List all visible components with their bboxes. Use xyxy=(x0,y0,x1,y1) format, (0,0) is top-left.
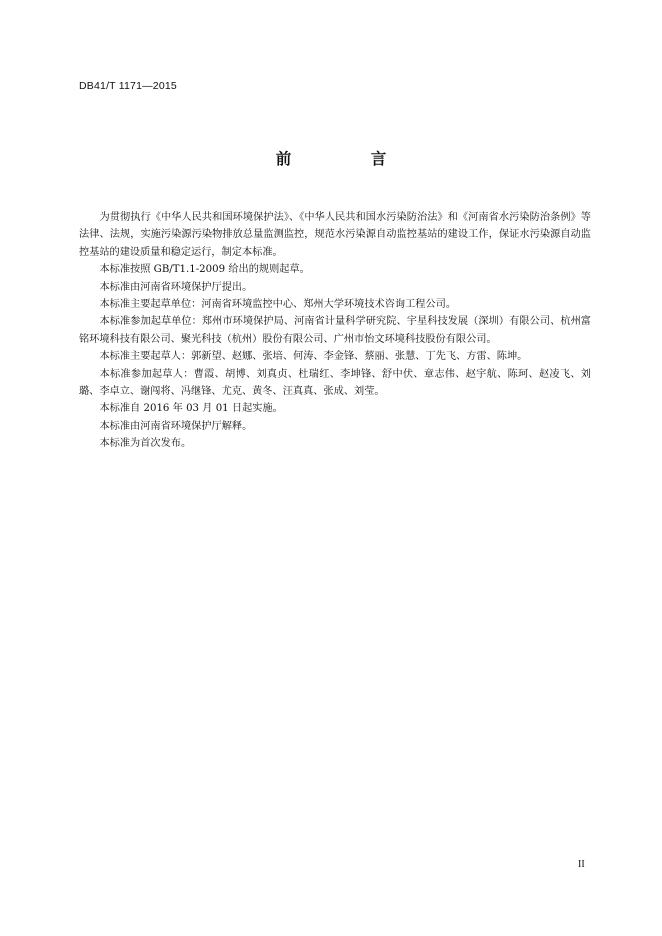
paragraph-purpose: 为贯彻执行《中华人民共和国环境保护法》、《中华人民共和国水污染防治法》和《河南省水污染防治条例》等法律、法规，实施污染源污染物排放总量监测监控，规范水污染源自动监控基站的建设工作，保证水污染源自动监控基站的建设质量和稳定运行，制定本标准。 xyxy=(79,212,591,258)
section-title: 前 言 xyxy=(275,150,424,168)
paragraph-participating-units: 本标准参加起草单位：郑州市环境保护局、河南省计量科学研究院、宇星科技发展（深圳）有限公司、杭州富铭环境科技有限公司、聚光科技（杭州）股份有限公司、广州市怡文环境科技股份有限公司。 xyxy=(79,316,591,345)
paragraph-effective-date: 本标准自 2016 年 03 月 01 日起实施。 xyxy=(99,403,283,415)
paragraph-main-drafters: 本标准主要起草人：郭新望、赵娜、张培、何涛、李金锋、蔡丽、张慧、丁先飞、方雷、陈坤。 xyxy=(99,351,528,363)
paragraph-interpretation: 本标准由河南省环境保护厅解释。 xyxy=(99,420,253,432)
page-number: II xyxy=(578,859,585,870)
paragraph-participating-drafters: 本标准参加起草人：曹霞、胡博、刘真贞、杜瑞红、李坤锋、舒中伏、章志伟、赵宇航、陈珂、赵凌飞、刘璐、李卓立、谢闯将、冯继锋、尤克、黄冬、汪真真、张成、刘莹。 xyxy=(79,368,591,398)
paragraph-proposer: 本标准由河南省环境保护厅提出。 xyxy=(99,281,253,293)
document-code: DB41/T 1171—2015 xyxy=(79,80,177,92)
paragraph-drafting-rules: 本标准按照 GB/T1.1-2009 给出的规则起草。 xyxy=(99,264,310,276)
foreword-body xyxy=(79,209,591,453)
paragraph-main-drafting-units: 本标准主要起草单位：河南省环境监控中心、郑州大学环境技术咨询工程公司。 xyxy=(99,299,457,311)
paragraph-first-release: 本标准为首次发布。 xyxy=(99,438,192,450)
